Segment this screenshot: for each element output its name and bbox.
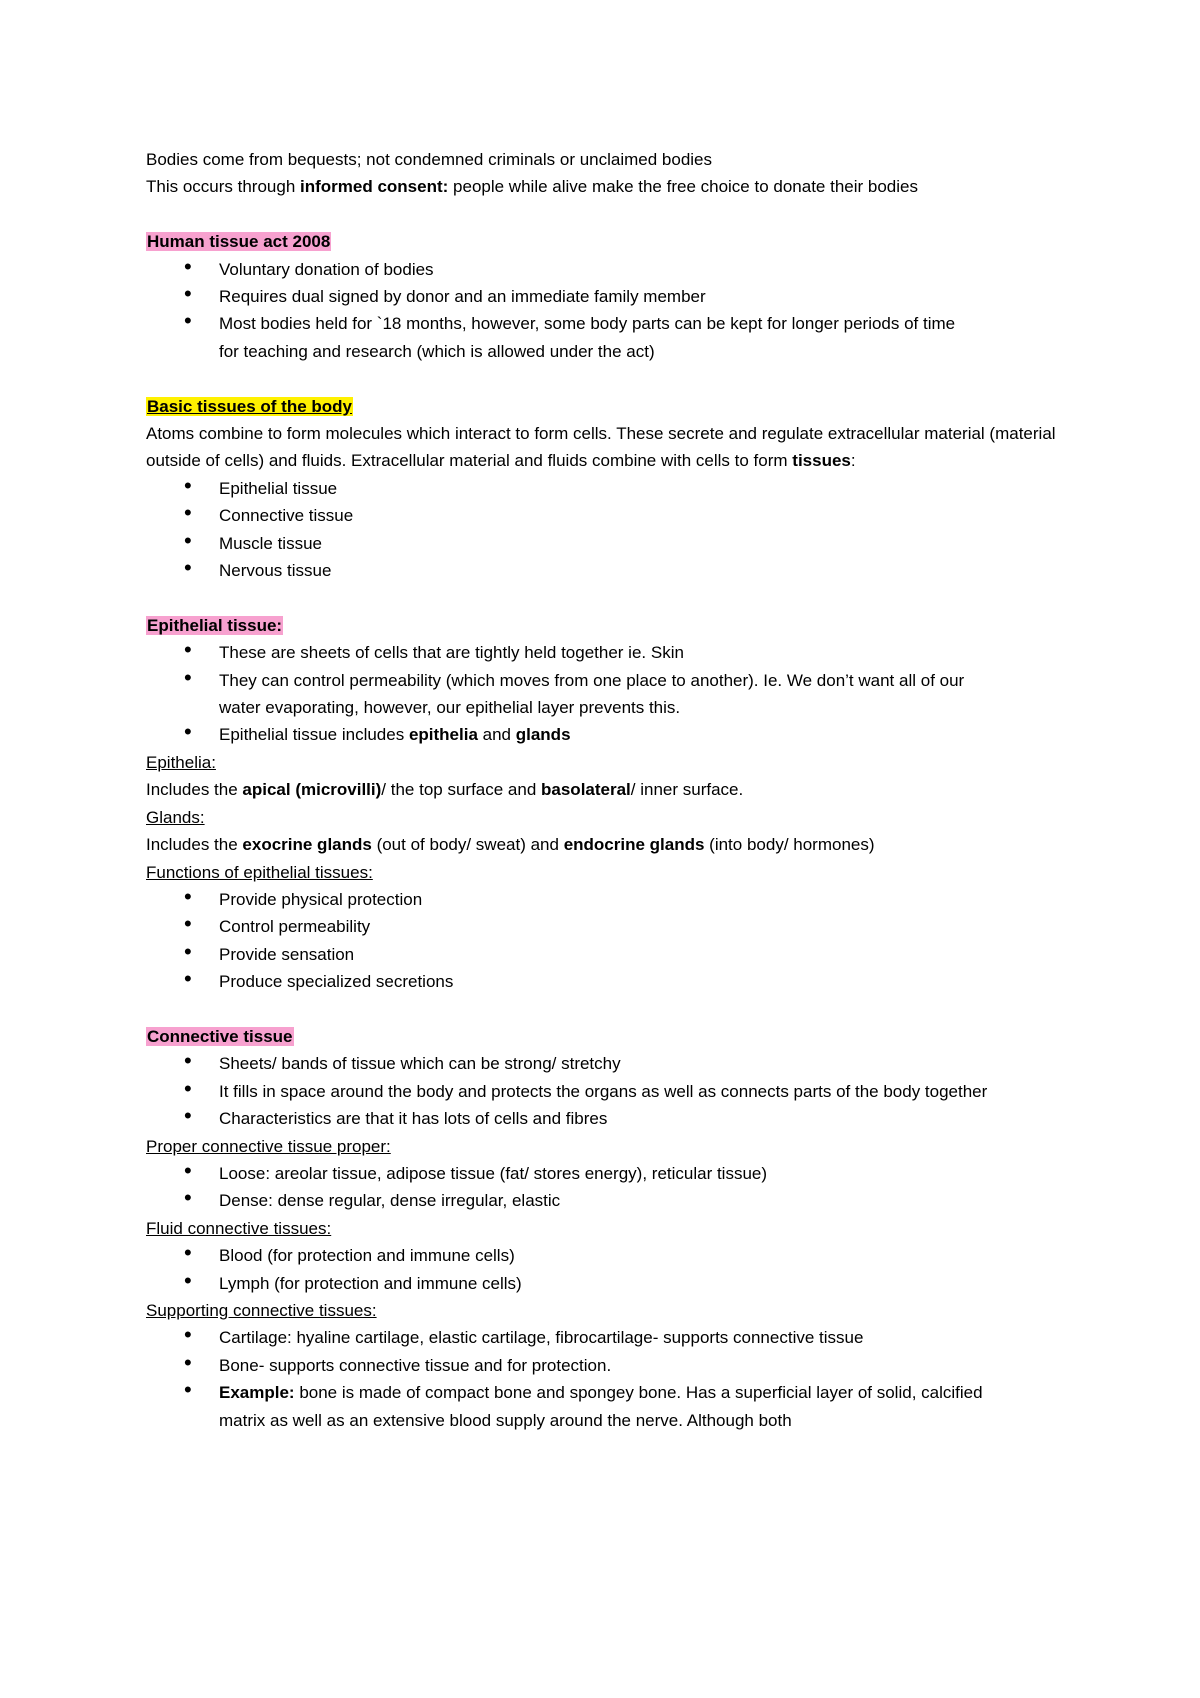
list-item: • Dense: dense regular, dense irregular, elastic	[146, 1187, 1076, 1214]
epithelial-list	[146, 639, 1076, 749]
proper-connective-list	[146, 1160, 1076, 1215]
connective-list	[146, 1050, 1076, 1132]
subheading-supporting-connective: Supporting connective tissues:	[146, 1301, 377, 1320]
intro-text: This occurs through	[146, 177, 301, 197]
list-item: • Nervous tissue	[146, 557, 1076, 584]
list-item: • Requires dual signed by donor and an immediate family member	[146, 283, 1076, 310]
list-item: • These are sheets of cells that are tightly held together ie. Skin	[146, 639, 1076, 666]
subheading-fluid-connective: Fluid connective tissues:	[146, 1218, 332, 1238]
section-heading-epithelial	[146, 612, 1076, 639]
epithelia-description	[146, 776, 1076, 803]
endocrine-term: endocrine glands	[563, 835, 705, 855]
text: (into body/ hormones)	[704, 835, 875, 855]
heading-text: Epithelial tissue:	[147, 615, 283, 635]
exocrine-term: exocrine glands	[242, 835, 372, 855]
informed-consent-term: informed consent:	[300, 177, 449, 197]
text: Includes the	[146, 835, 243, 855]
fluid-connective-list	[146, 1242, 1076, 1297]
list-item: • They can control permeability (which moves from one place to another). Ie. We don’t want all of our water evaporating, however, our epithelial layer prevents this.	[146, 667, 979, 722]
glands-term: glands	[515, 725, 571, 745]
paragraph-text: Atoms combine to form molecules which interact to form cells. These secrete and regulate extracellular material (material outside of cells) and fluids. Extracellular material and fluids combine with cells to form	[146, 424, 1056, 471]
list-item: • Lymph (for protection and immune cells)	[146, 1270, 1076, 1297]
list-item: • Loose: areolar tissue, adipose tissue (fat/ stores energy), reticular tissue)	[146, 1160, 1076, 1187]
list-item: • Cartilage: hyaline cartilage, elastic cartilage, fibrocartilage- supports connective tissue	[146, 1324, 1076, 1351]
list-item: • Characteristics are that it has lots of cells and fibres	[146, 1105, 1076, 1132]
list-item: • Epithelial tissue	[146, 475, 1076, 502]
subheading-epithelia: Epithelia:	[146, 752, 216, 772]
item-text: and	[477, 725, 516, 745]
text: (out of body/ sweat) and	[371, 835, 564, 855]
glands-description	[146, 831, 1076, 858]
functions-list	[146, 886, 1076, 996]
item-text: Epithelial tissue includes	[219, 725, 409, 745]
heading-text: Basic tissues of the body	[147, 396, 352, 416]
list-item: • Voluntary donation of bodies	[146, 256, 1076, 283]
intro-line-1: Bodies come from bequests; not condemned criminals or unclaimed bodies	[146, 150, 713, 169]
list-item: • Muscle tissue	[146, 530, 1076, 557]
list-item	[146, 721, 1076, 748]
intro-text-cont: people while alive make the free choice to donate their bodies	[448, 177, 918, 197]
paragraph-colon: :	[850, 451, 856, 471]
text: Includes the	[146, 780, 243, 800]
section-heading-human-tissue-act	[146, 228, 1076, 255]
section-heading-basic-tissues	[146, 393, 1076, 420]
tissues-term: tissues	[792, 451, 851, 471]
list-item: • Sheets/ bands of tissue which can be strong/ stretchy	[146, 1050, 1076, 1077]
example-text: bone is made of compact bone and spongey bone. Has a superficial layer of solid, calcified matrix as well as an extensive blood supply around the nerve. Although both	[219, 1383, 983, 1430]
list-item: • Provide sensation	[146, 941, 1076, 968]
supporting-connective-list	[146, 1324, 1076, 1434]
text: / the top surface and	[381, 780, 542, 800]
list-item: • It fills in space around the body and protects the organs as well as connects parts of the body together	[146, 1078, 999, 1105]
subheading-proper-connective: Proper connective tissue proper:	[146, 1136, 391, 1156]
list-item: • Bone- supports connective tissue and for protection.	[146, 1352, 1076, 1379]
example-label: Example:	[219, 1383, 295, 1403]
human-tissue-act-list	[146, 256, 1076, 366]
subheading-glands: Glands:	[146, 807, 205, 827]
intro-line-2	[146, 173, 1046, 200]
list-item: • Produce specialized secretions	[146, 968, 1076, 995]
list-item: • Most bodies held for `18 months, however, some body parts can be kept for longer periods of time for teaching and research (which is allowed under the act)	[146, 310, 979, 365]
list-item: • Control permeability	[146, 913, 1076, 940]
basic-tissues-list	[146, 475, 1076, 585]
list-item	[146, 1379, 999, 1434]
apical-term: apical (microvilli)	[242, 780, 382, 800]
text: / inner surface.	[630, 780, 744, 800]
heading-text: Connective tissue	[147, 1026, 293, 1046]
basolateral-term: basolateral	[541, 780, 631, 800]
list-item: • Blood (for protection and immune cells)	[146, 1242, 1076, 1269]
section-heading-connective	[146, 1023, 1076, 1050]
list-item: • Connective tissue	[146, 502, 1076, 529]
list-item: • Provide physical protection	[146, 886, 1076, 913]
heading-text: Human tissue act 2008	[147, 232, 331, 252]
epithelia-term: epithelia	[408, 725, 478, 745]
document-body	[146, 146, 1076, 1434]
subheading-functions: Functions of epithelial tissues:	[146, 862, 373, 882]
basic-tissues-paragraph	[146, 420, 1066, 475]
